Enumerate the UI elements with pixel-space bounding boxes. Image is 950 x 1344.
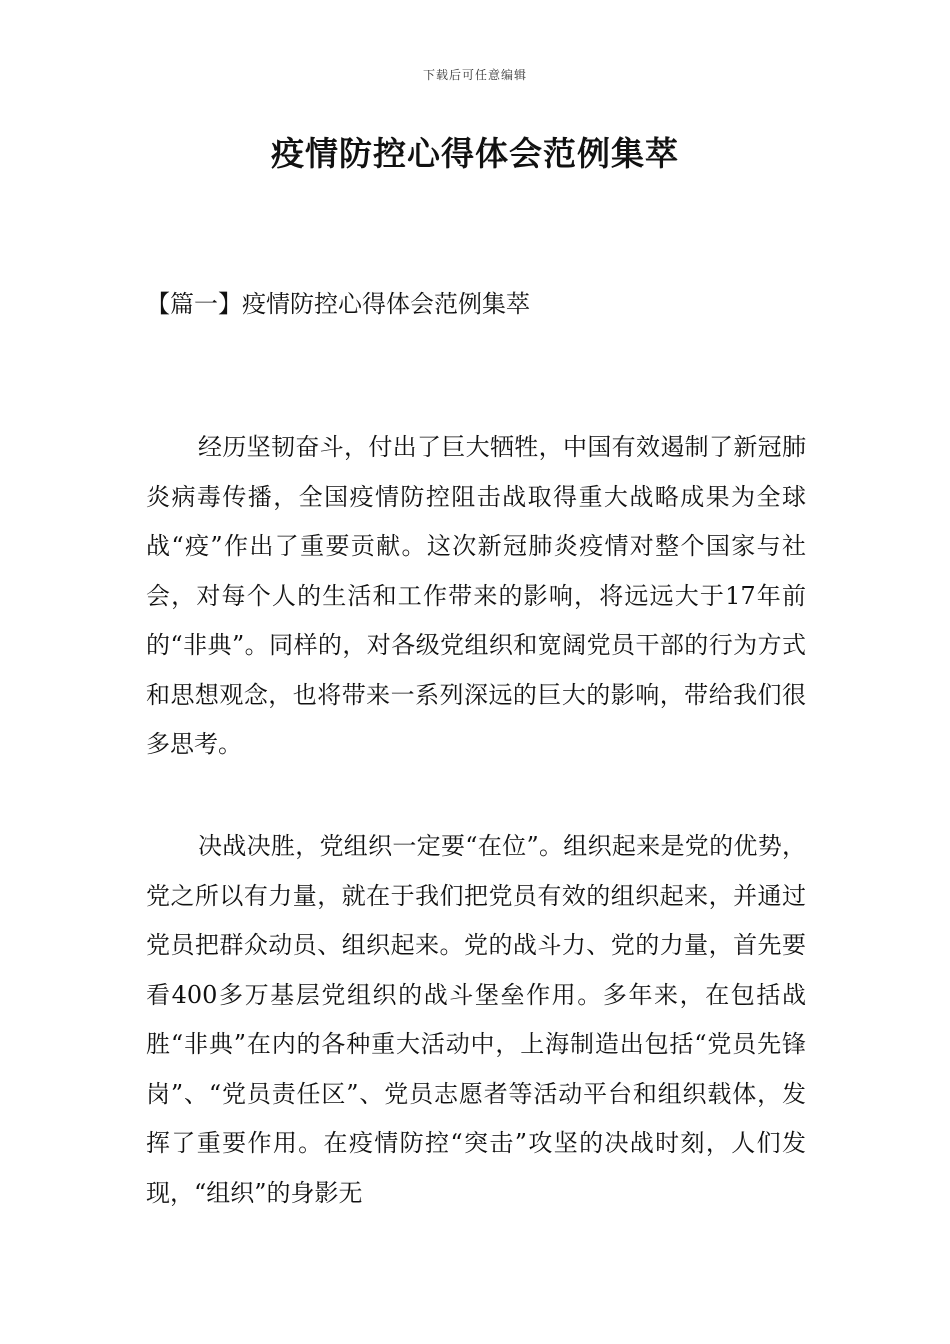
body-paragraph-2: 决战决胜，党组织一定要“在位”。组织起来是党的优势，党之所以有力量，就在于我们把党员有效的组织起来，并通过党员把群众动员、组织起来。党的战斗力、党的力量，首先要看400多万基层党组织的战斗堡垒作用。多年来，在包括战胜“非典”在内的各种重大活动中，上海制造出包括“党员先锋岗”、“党员责任区”、党员志愿者等活动平台和组织载体，发挥了重要作用。在疫情防控“突击”攻坚的决战时刻，人们发现，“组织”的身影无 xyxy=(146,832,806,1207)
section-heading: 【篇一】疫情防控心得体会范例集萃 xyxy=(146,290,530,318)
body-paragraph-1: 经历坚韧奋斗，付出了巨大牺牲，中国有效遏制了新冠肺炎病毒传播，全国疫情防控阻击战取得重大战略成果为全球战“疫”作出了重要贡献。这次新冠肺炎疫情对整个国家与社会，对每个人的生活和工作带来的影响，将远远大于17年前的“非典”。同样的，对各级党组织和宽阔党员干部的行为方式和思想观念，也将带来一系列深远的巨大的影响，带给我们很多思考。 xyxy=(146,433,806,758)
header-note: 下载后可任意编辑 xyxy=(422,68,527,82)
document-title: 疫情防控心得体会范例集萃 xyxy=(271,134,679,173)
